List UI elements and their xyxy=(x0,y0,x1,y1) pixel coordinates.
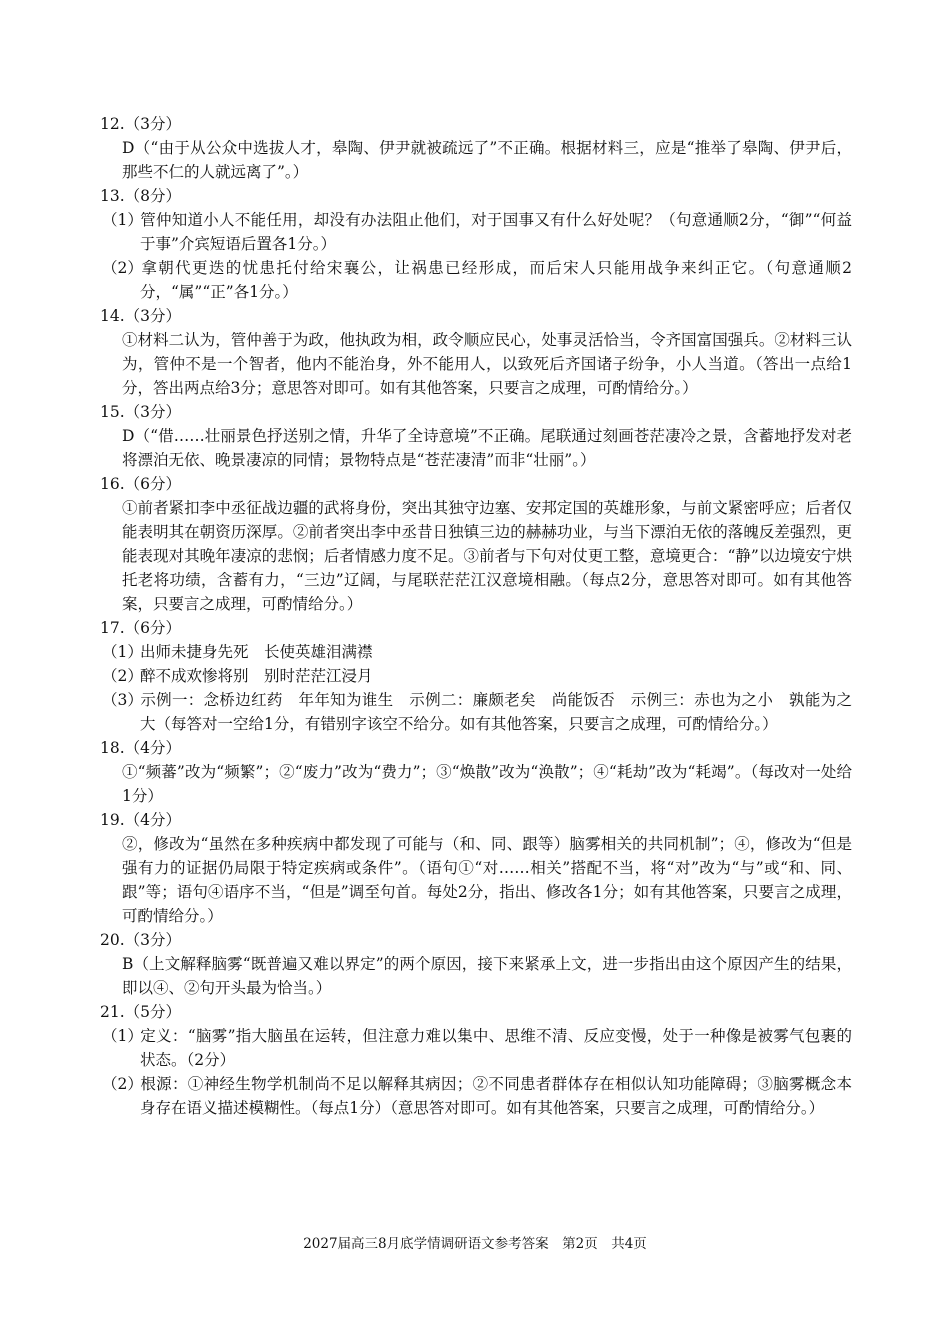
item-text: 醉不成欢惨将别 别时茫茫江浸月 xyxy=(140,667,373,685)
question-21-item-1 xyxy=(100,1024,852,1072)
page-footer: 2027届高三8月底学情调研语文参考答案 第2页 共4页 xyxy=(303,1236,647,1252)
question-17-heading: 17.（6分） xyxy=(100,619,182,637)
question-18 xyxy=(100,736,852,808)
question-17 xyxy=(100,616,852,736)
item-label: （2） xyxy=(102,1075,143,1093)
question-20-answer: B（上文解释脑雾“既普遍又难以界定”的两个原因，接下来紧承上文，进一步指出由这个原因产生的结果，即以④、②句开头最为恰当。） xyxy=(122,955,852,997)
question-14-answer: ①材料二认为，管仲善于为政，他执政为相，政令顺应民心，处事灵活恰当，令齐国富国强兵。②材料三认为，管仲不是一个智者，他内不能治身，外不能用人，以致死后齐国诸子纷争，小人当道。（答出一点给1分，答出两点给3分；意思答对即可。如有其他答案，只要言之成理，可酌情给分。） xyxy=(122,331,852,397)
question-14-heading: 14.（3分） xyxy=(100,307,182,325)
item-text: 管仲知道小人不能任用，却没有办法阻止他们，对于国事又有什么好处呢？（句意通顺2分，“御”“何益于事”介宾短语后置各1分。） xyxy=(140,211,852,253)
question-15-answer: D（“借……壮丽景色抒送别之情，升华了全诗意境”不正确。尾联通过刻画苍茫凄冷之景，含蓄地抒发对老将漂泊无依、晚景凄凉的同情；景物特点是“苍茫凄清”而非“壮丽”。） xyxy=(122,427,852,469)
question-15 xyxy=(100,400,852,472)
question-12-heading: 12.（3分） xyxy=(100,115,182,133)
question-15-heading: 15.（3分） xyxy=(100,403,182,421)
question-19 xyxy=(100,808,852,928)
question-16-heading: 16.（6分） xyxy=(100,475,182,493)
question-20 xyxy=(100,928,852,1000)
question-17-item-1 xyxy=(100,640,852,664)
question-19-heading: 19.（4分） xyxy=(100,811,182,829)
question-13-item-1 xyxy=(100,208,852,256)
item-label: （2） xyxy=(102,259,143,277)
question-20-heading: 20.（3分） xyxy=(100,931,182,949)
question-21-heading: 21.（5分） xyxy=(100,1003,182,1021)
item-label: （3） xyxy=(102,691,143,709)
answer-content xyxy=(100,112,852,1120)
question-14 xyxy=(100,304,852,400)
item-label: （1） xyxy=(102,211,143,229)
item-label: （2） xyxy=(102,667,143,685)
item-text: 定义：“脑雾”指大脑虽在运转，但注意力难以集中、思维不清、反应变慢，处于一种像是被雾气包裹的状态。（2分） xyxy=(140,1027,852,1069)
question-17-item-3 xyxy=(100,688,852,736)
question-16-answer: ①前者紧扣李中丞征战边疆的武将身份，突出其独守边塞、安邦定国的英雄形象，与前文紧密呼应；后者仅能表明其在朝资历深厚。②前者突出李中丞昔日独镇三边的赫赫功业，与当下漂泊无依的落魄反差强烈，更能表现对其晚年凄凉的悲悯；后者情感力度不足。③前者与下句对仗更工整，意境更合：“静”以边境安宁烘托老将功绩，含蓄有力，“三边”辽阔，与尾联茫茫江汉意境相融。（每点2分，意思答对即可。如有其他答案，只要言之成理，可酌情给分。） xyxy=(122,499,852,613)
item-text: 示例一：念桥边红药 年年知为谁生 示例二：廉颇老矣 尚能饭否 示例三：赤也为之小 孰能为之大（每答对一空给1分，有错别字该空不给分。如有其他答案，只要言之成理，可酌情给分。） xyxy=(140,691,852,733)
question-18-answer: ①“频蕃”改为“频繁”；②“废力”改为“费力”；③“焕散”改为“涣散”；④“耗劫”改为“耗竭”。（每改对一处给1分） xyxy=(122,763,852,805)
question-21 xyxy=(100,1000,852,1120)
question-16 xyxy=(100,472,852,616)
item-text: 出师未捷身先死 长使英雄泪满襟 xyxy=(140,643,373,661)
question-13-heading: 13.（8分） xyxy=(100,187,182,205)
question-13 xyxy=(100,184,852,304)
question-13-item-2 xyxy=(100,256,852,304)
item-text: 根源：①神经生物学机制尚不足以解释其病因；②不同患者群体存在相似认知功能障碍；③脑雾概念本身存在语义描述模糊性。（每点1分）（意思答对即可。如有其他答案，只要言之成理，可酌情给分。） xyxy=(140,1075,852,1117)
question-18-heading: 18.（4分） xyxy=(100,739,182,757)
question-12 xyxy=(100,112,852,184)
question-17-item-2 xyxy=(100,664,852,688)
question-19-answer: ②，修改为“虽然在多种疾病中都发现了可能与（和、同、跟等）脑雾相关的共同机制”；④，修改为“但是强有力的证据仍局限于特定疾病或条件”。（语句①“对……相关”搭配不当，将“对”改为“与”或“和、同、跟”等；语句④语序不当，“但是”调至句首。每处2分，指出、修改各1分；如有其他答案，只要言之成理，可酌情给分。） xyxy=(122,835,852,925)
item-label: （1） xyxy=(102,643,143,661)
item-label: （1） xyxy=(102,1027,143,1045)
question-21-item-2 xyxy=(100,1072,852,1120)
question-12-answer: D（“由于从公众中选拔人才，皋陶、伊尹就被疏远了”不正确。根据材料三，应是“推举了皋陶、伊尹后，那些不仁的人就远离了”。） xyxy=(122,139,852,181)
item-text: 拿朝代更迭的忧患托付给宋襄公，让祸患已经形成，而后宋人只能用战争来纠正它。（句意通顺2分，“属”“正”各1分。） xyxy=(140,259,852,301)
